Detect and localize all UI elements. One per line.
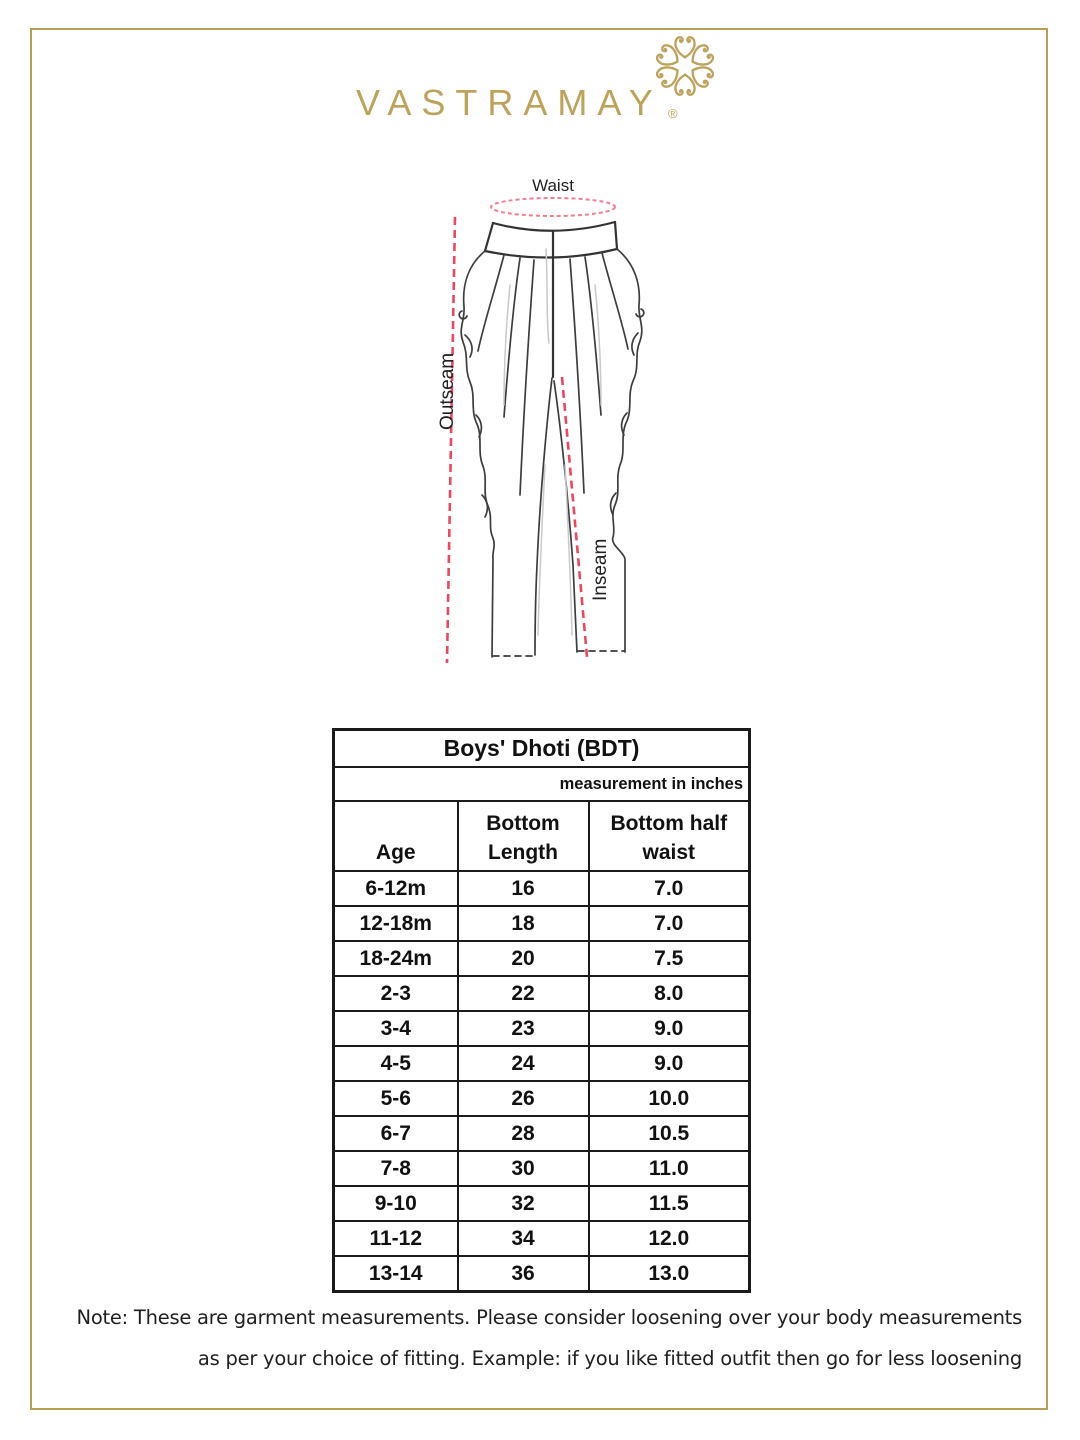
table-row <box>334 1011 750 1046</box>
bottom-length-cell: 30 <box>458 1151 589 1186</box>
bottom-half-waist-cell: 11.0 <box>589 1151 750 1186</box>
table-row <box>334 941 750 976</box>
table-row <box>334 976 750 1011</box>
outseam-label: Outseam <box>437 352 458 430</box>
bottom-half-waist-cell: 7.0 <box>589 906 750 941</box>
table-row <box>334 1186 750 1221</box>
table-row <box>334 1221 750 1256</box>
size-table <box>332 728 751 1293</box>
bottom-half-waist-cell: 12.0 <box>589 1221 750 1256</box>
bottom-length-cell: 16 <box>458 871 589 906</box>
bottom-half-waist-cell: 8.0 <box>589 976 750 1011</box>
note-line-2: as per your choice of fitting. Example: if you like fitted outfit then go for less loosening <box>197 1347 1022 1370</box>
age-cell: 18-24m <box>334 941 458 976</box>
age-cell: 3-4 <box>334 1011 458 1046</box>
table-row <box>334 1256 750 1292</box>
note-line-1: Note: These are garment measurements. Please consider loosening over your body measurements <box>76 1306 1022 1329</box>
column-header-age: Age <box>334 801 458 871</box>
dhoti-sketch <box>459 222 644 657</box>
inseam-label: Inseam <box>590 538 611 601</box>
bottom-half-waist-cell: 7.0 <box>589 871 750 906</box>
outseam-marker-line <box>447 217 455 663</box>
age-cell: 11-12 <box>334 1221 458 1256</box>
bottom-half-waist-cell: 9.0 <box>589 1011 750 1046</box>
column-header-bottom-length-line2: Length <box>488 841 558 864</box>
age-cell: 6-7 <box>334 1116 458 1151</box>
table-row <box>334 906 750 941</box>
measurement-note <box>40 1297 1022 1379</box>
size-table-unit-note: measurement in inches <box>334 767 750 801</box>
age-cell: 7-8 <box>334 1151 458 1186</box>
bottom-half-waist-cell: 7.5 <box>589 941 750 976</box>
registered-trademark-symbol: ® <box>668 106 678 121</box>
age-cell: 5-6 <box>334 1081 458 1116</box>
brand-wordmark: VASTRAMAY <box>356 82 663 123</box>
bottom-length-cell: 34 <box>458 1221 589 1256</box>
age-cell: 4-5 <box>334 1046 458 1081</box>
bottom-half-waist-cell: 11.5 <box>589 1186 750 1221</box>
bottom-length-cell: 22 <box>458 976 589 1011</box>
bottom-length-cell: 23 <box>458 1011 589 1046</box>
age-cell: 6-12m <box>334 871 458 906</box>
bottom-half-waist-cell: 10.5 <box>589 1116 750 1151</box>
column-header-bottom-length-line1: Bottom <box>486 812 560 835</box>
dhoti-measurement-diagram <box>420 165 720 725</box>
column-header-bottom-length <box>458 801 589 871</box>
lotus-ornament-icon <box>652 33 718 99</box>
bottom-length-cell: 26 <box>458 1081 589 1116</box>
bottom-length-cell: 24 <box>458 1046 589 1081</box>
age-cell: 13-14 <box>334 1256 458 1292</box>
bottom-length-cell: 32 <box>458 1186 589 1221</box>
bottom-half-waist-cell: 13.0 <box>589 1256 750 1292</box>
table-row <box>334 1046 750 1081</box>
age-cell: 12-18m <box>334 906 458 941</box>
bottom-half-waist-cell: 10.0 <box>589 1081 750 1116</box>
table-row <box>334 871 750 906</box>
column-header-bottom-half-waist-line2: waist <box>642 841 696 864</box>
age-cell: 9-10 <box>334 1186 458 1221</box>
bottom-length-cell: 18 <box>458 906 589 941</box>
waist-label: Waist <box>532 176 574 195</box>
bottom-length-cell: 36 <box>458 1256 589 1292</box>
table-row <box>334 1116 750 1151</box>
age-cell: 2-3 <box>334 976 458 1011</box>
waist-marker-ellipse <box>491 198 615 216</box>
bottom-half-waist-cell: 9.0 <box>589 1046 750 1081</box>
table-row <box>334 1151 750 1186</box>
column-header-bottom-half-waist-line1: Bottom half <box>610 812 728 835</box>
bottom-length-cell: 28 <box>458 1116 589 1151</box>
table-row <box>334 1081 750 1116</box>
size-table-title: Boys' Dhoti (BDT) <box>334 730 750 768</box>
bottom-length-cell: 20 <box>458 941 589 976</box>
column-header-bottom-half-waist <box>589 801 750 871</box>
